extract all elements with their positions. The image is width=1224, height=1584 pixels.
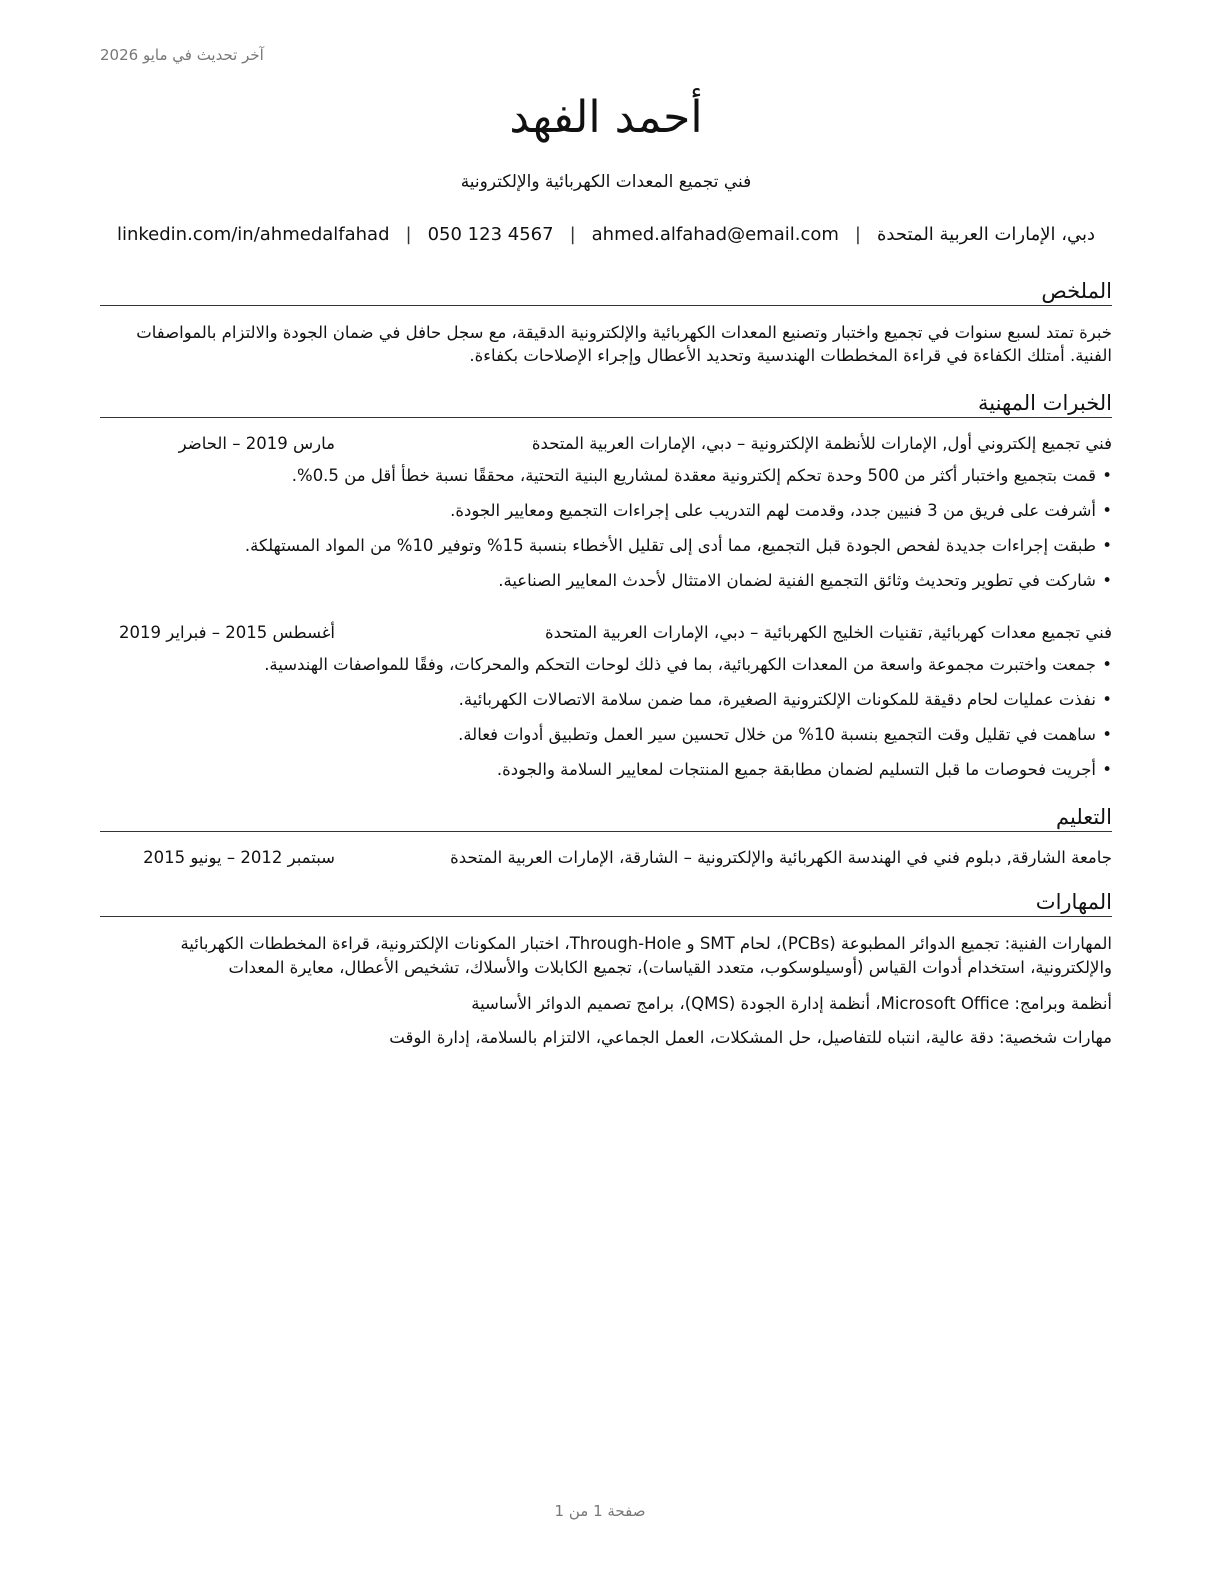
skills-technical: المهارات الفنية: تجميع الدوائر المطبوعة (PCBs)، لحام SMT و Through-Hole، اختبار المكونات الإلكترونية، قراءة المخططات الكهربائية والإلكترونية، استخدام أدوات القياس (أوسيلوسكوب، متعدد القياسات)، تجميع الكابلات والأسلاك، تشخيص الأعطال، معايرة المعدات: [180, 934, 1112, 977]
contact-location: دبي، الإمارات العربية المتحدة: [876, 224, 1096, 245]
bullet-dot: •: [1102, 536, 1112, 555]
bullet-dot: •: [1102, 571, 1112, 590]
experience-heading: الخبرات المهنية: [100, 390, 1112, 418]
job-role: فني تجميع إلكتروني أول, الإمارات للأنظمة الإلكترونية – دبي، الإمارات العربية المتحدة: [531, 434, 1112, 453]
bullet-dot: •: [1102, 655, 1112, 674]
resume-page: [100, 0, 1112, 1584]
contact-linkedin[interactable]: linkedin.com/in/ahmedalfahad: [116, 224, 390, 245]
summary-heading: الملخص: [100, 278, 1112, 306]
skills-software: أنظمة وبرامج: Microsoft Office، أنظمة إدارة الجودة (QMS)، برامج تصميم الدوائر الأساسية: [471, 994, 1112, 1013]
contact-separator: |: [569, 224, 576, 245]
bullet-dot: •: [1102, 690, 1112, 709]
list-item: [100, 569, 1112, 604]
job-entry-1: [100, 431, 1112, 457]
bullet-text: جمعت واختبرت مجموعة واسعة من المعدات الكهربائية، بما في ذلك لوحات التحكم والمحركات، وفقًا للمواصفات الهندسية.: [264, 655, 1096, 674]
page-number: صفحة 1 من 1: [554, 1502, 646, 1520]
list-item: [100, 688, 1112, 723]
contact-separator: |: [854, 224, 861, 245]
skills-heading: المهارات: [100, 889, 1112, 917]
contact-email[interactable]: ahmed.alfahad@email.com: [591, 224, 839, 245]
bullet-dot: •: [1102, 466, 1112, 485]
skills-personal: مهارات شخصية: دقة عالية، انتباه للتفاصيل، حل المشكلات، العمل الجماعي، الالتزام بالسلامة، إدارة الوقت: [389, 1028, 1112, 1047]
bullet-dot: •: [1102, 725, 1112, 744]
bullet-dot: •: [1102, 501, 1112, 520]
contact-line: [100, 222, 1112, 248]
bullet-dot: •: [1102, 760, 1112, 779]
last-updated-note: آخر تحديث في مايو 2026: [100, 46, 264, 64]
contact-separator: |: [405, 224, 412, 245]
bullet-text: أشرفت على فريق من 3 فنيين جدد، وقدمت لهم التدريب على إجراءات التجميع ومعايير الجودة.: [450, 501, 1096, 520]
contact-phone[interactable]: 050 123 4567: [427, 224, 554, 245]
list-item: [100, 758, 1112, 793]
bullet-text: شاركت في تطوير وتحديث وثائق التجميع الفنية لضمان الامتثال لأحدث المعايير الصناعية.: [498, 571, 1096, 590]
bullet-text: نفذت عمليات لحام دقيقة للمكونات الإلكترونية الصغيرة، مما ضمن سلامة الاتصالات الكهربائية.: [458, 690, 1096, 709]
job-entry-2: [100, 620, 1112, 646]
candidate-title: فني تجميع المعدات الكهربائية والإلكترونية: [460, 172, 752, 192]
list-item: [100, 653, 1112, 688]
job-dates: أغسطس 2015 – فبراير 2019: [119, 623, 335, 642]
summary-text: خبرة تمتد لسبع سنوات في تجميع واختبار وتصنيع المعدات الكهربائية والإلكترونية الدقيقة، مع سجل حافل في ضمان الجودة والالتزام بالمواصفات الفنية. أمتلك الكفاءة في قراءة المخططات الهندسية وتحديد الأعطال وإجراء الإصلاحات بكفاءة.: [136, 323, 1112, 365]
list-item: [100, 499, 1112, 534]
bullet-text: طبقت إجراءات جديدة لفحص الجودة قبل التجميع، مما أدى إلى تقليل الأخطاء بنسبة 15% وتوفير 10% من المواد المستهلكة.: [244, 536, 1096, 555]
bullet-text: قمت بتجميع واختبار أكثر من 500 وحدة تحكم إلكترونية معقدة لمشاريع البنية التحتية، محققًا نسبة خطأ أقل من 0.5%.: [291, 466, 1096, 485]
education-dates: سبتمبر 2012 – يونيو 2015: [143, 848, 335, 867]
list-item: [100, 534, 1112, 569]
education-entry: [100, 845, 1112, 871]
job-bullets-1: [100, 464, 1112, 604]
job-role: فني تجميع معدات كهربائية, تقنيات الخليج الكهربائية – دبي، الإمارات العربية المتحدة: [545, 623, 1112, 642]
list-item: [100, 723, 1112, 758]
bullet-text: ساهمت في تقليل وقت التجميع بنسبة 10% من خلال تحسين سير العمل وتطبيق أدوات فعالة.: [458, 725, 1096, 744]
candidate-name: أحمد الفهد: [509, 92, 703, 143]
bullet-text: أجريت فحوصات ما قبل التسليم لضمان مطابقة جميع المنتجات لمعايير السلامة والجودة.: [496, 760, 1096, 779]
job-bullets-2: [100, 653, 1112, 793]
list-item: [100, 464, 1112, 499]
education-institution: جامعة الشارقة, دبلوم فني في الهندسة الكهربائية والإلكترونية – الشارقة، الإمارات العربية المتحدة: [450, 848, 1112, 867]
job-dates: مارس 2019 – الحاضر: [178, 434, 335, 453]
education-heading: التعليم: [100, 804, 1112, 832]
